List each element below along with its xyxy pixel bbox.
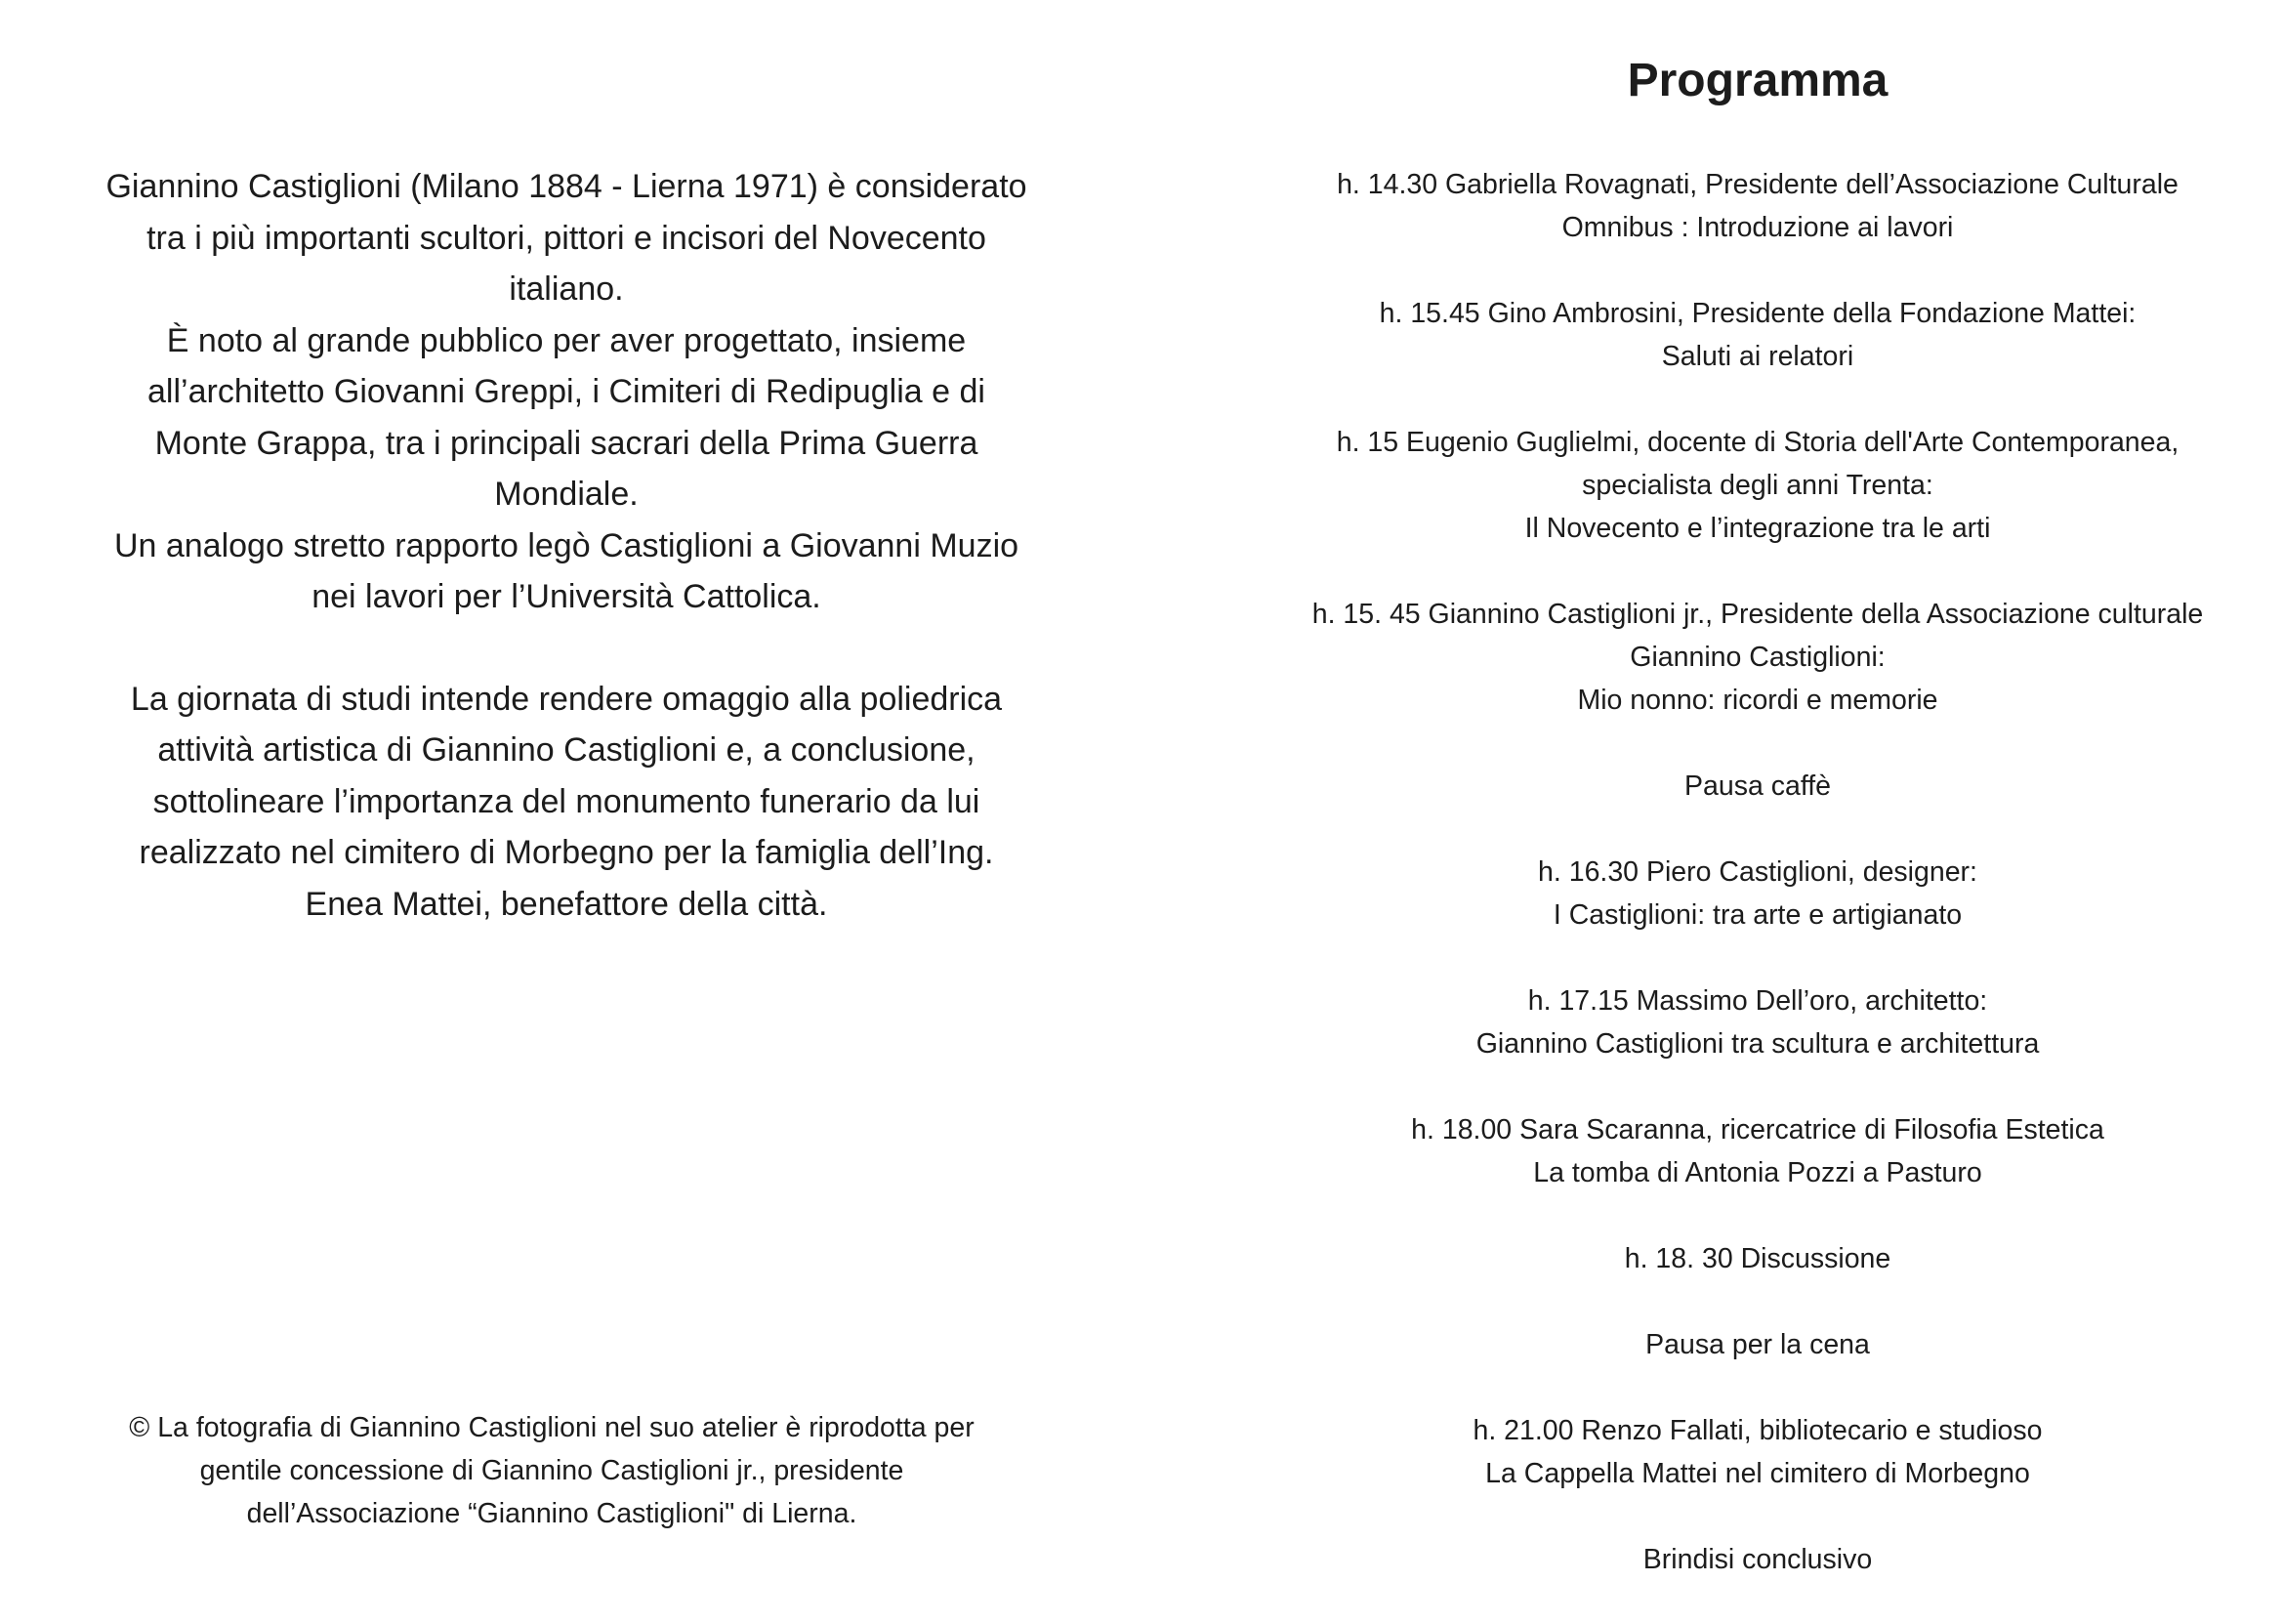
program-line: Saluti ai relatori — [1661, 341, 1854, 372]
program-line: h. 15 Eugenio Guglielmi, docente di Storia dell'Arte Contemporanea, — [1336, 427, 2179, 458]
intro-line: italiano. — [509, 271, 624, 308]
program-title: Programma — [1627, 55, 1889, 106]
program-line: h. 18. 30 Discussione — [1624, 1243, 1891, 1274]
program-item — [1260, 979, 2256, 1065]
program-line: specialista degli anni Trenta: — [1582, 470, 1933, 501]
intro-line: all’architetto Giovanni Greppi, i Cimiteri di Redipuglia e di — [147, 373, 985, 410]
program-line: Giannino Castiglioni: — [1630, 642, 1886, 673]
intro-line: Enea Mattei, benefattore della città. — [305, 885, 828, 923]
intro-line: È noto al grande pubblico per aver progettato, insieme — [166, 321, 967, 359]
photo-credit — [59, 1406, 1045, 1535]
intro-line: Mondiale. — [494, 476, 639, 513]
intro-line: nei lavori per l’Università Cattolica. — [311, 578, 821, 615]
program-line: I Castiglioni: tra arte e artigianato — [1553, 899, 1963, 931]
credit-line: dell’Associazione “Giannino Castiglioni" di Lierna. — [246, 1498, 857, 1529]
paragraph-gap — [59, 623, 1074, 674]
intro-line: attività artistica di Giannino Castiglioni e, a conclusione, — [157, 731, 975, 769]
program-item — [1260, 1237, 2256, 1280]
program-line: La Cappella Mattei nel cimitero di Morbegno — [1485, 1458, 2030, 1489]
intro-line: realizzato nel cimitero di Morbegno per la famiglia dell’Ing. — [139, 834, 994, 871]
program-line: Il Novecento e l’integrazione tra le arti — [1524, 513, 1991, 544]
credit-line: © La fotografia di Giannino Castiglioni nel suo atelier è riprodotta per — [129, 1412, 975, 1443]
program-item — [1260, 1538, 2256, 1581]
program-item — [1260, 1108, 2256, 1194]
program-item — [1260, 292, 2256, 378]
intro-line: sottolineare l’importanza del monumento funerario da lui — [152, 782, 980, 820]
program-line: Giannino Castiglioni tra scultura e architettura — [1475, 1028, 2040, 1060]
intro-line: Monte Grappa, tra i principali sacrari della Prima Guerra — [154, 424, 978, 462]
program-line: Pausa per la cena — [1645, 1329, 1870, 1360]
intro-paragraph-2 — [59, 674, 1074, 931]
program-item — [1260, 421, 2256, 550]
intro-line: Un analogo stretto rapporto legò Castiglioni a Giovanni Muzio — [113, 526, 1019, 564]
program-line: La tomba di Antonia Pozzi a Pasturo — [1533, 1157, 1982, 1188]
program-line: Brindisi conclusivo — [1642, 1544, 1873, 1575]
program-line: h. 14.30 Gabriella Rovagnati, Presidente dell’Associazione Culturale — [1337, 169, 2179, 200]
program-line: h. 21.00 Renzo Fallati, bibliotecario e studioso — [1473, 1415, 2043, 1446]
intro-line: Giannino Castiglioni (Milano 1884 - Lierna 1971) è considerato — [105, 168, 1027, 205]
program-item — [1260, 163, 2256, 249]
program-line: h. 16.30 Piero Castiglioni, designer: — [1538, 856, 1977, 888]
intro-paragraph-1 — [59, 161, 1074, 623]
intro-text — [59, 161, 1074, 930]
program-item — [1260, 1409, 2256, 1495]
intro-line: tra i più importanti scultori, pittori e incisori del Novecento — [146, 219, 986, 257]
program-line: h. 15.45 Gino Ambrosini, Presidente della Fondazione Mattei: — [1379, 298, 2137, 329]
intro-line: La giornata di studi intende rendere omaggio alla poliedrica — [130, 680, 1003, 718]
program-line: Pausa caffè — [1683, 770, 1831, 802]
program-item — [1260, 1323, 2256, 1366]
program-item — [1260, 765, 2256, 808]
program-line: h. 17.15 Massimo Dell’oro, architetto: — [1527, 985, 1988, 1017]
program-item — [1260, 851, 2256, 937]
program-line: Mio nonno: ricordi e memorie — [1577, 685, 1938, 716]
program-item — [1260, 593, 2256, 722]
program-line: h. 18.00 Sara Scaranna, ricercatrice di Filosofia Estetica — [1411, 1114, 2104, 1145]
program-line: h. 15. 45 Giannino Castiglioni jr., Presidente della Associazione culturale — [1311, 599, 2204, 630]
credit-line: gentile concessione di Giannino Castiglioni jr., presidente — [199, 1455, 904, 1486]
program-line: Omnibus : Introduzione ai lavori — [1561, 212, 1954, 243]
program-list — [1260, 163, 2256, 1624]
